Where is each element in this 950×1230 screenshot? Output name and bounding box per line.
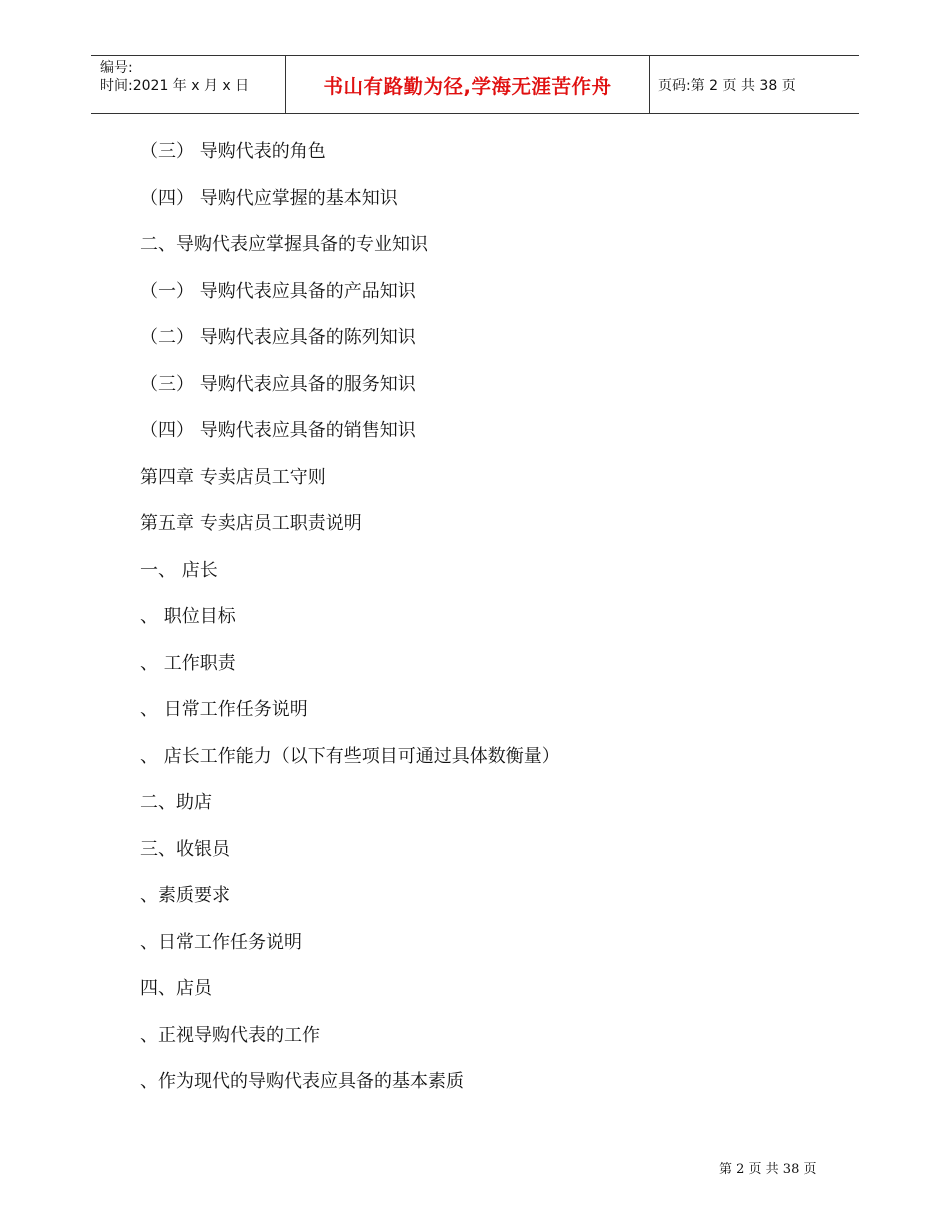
toc-line: 、日常工作任务说明 — [140, 932, 302, 953]
toc-line: 、素质要求 — [140, 885, 230, 906]
page-footer: 第 2 页 共 38 页 — [719, 1162, 817, 1177]
toc-line: 第五章 专卖店员工职责说明 — [140, 513, 362, 534]
toc-line: 三、收银员 — [140, 839, 230, 860]
header-motto: 书山有路勤为径,学海无涯苦作舟 — [286, 56, 650, 113]
toc-line: （二） 导购代表应具备的陈列知识 — [140, 327, 416, 348]
toc-line: 、正视导购代表的工作 — [140, 1025, 320, 1046]
toc-line: 、 店长工作能力（以下有些项目可通过具体数衡量） — [140, 746, 560, 767]
toc-line: （四） 导购代表应具备的销售知识 — [140, 420, 416, 441]
toc-line: 、 工作职责 — [140, 653, 236, 674]
header-page-info: 页码:第 2 页 共 38 页 — [658, 77, 796, 94]
toc-line: 第四章 专卖店员工守则 — [140, 467, 326, 488]
toc-line: （三） 导购代表应具备的服务知识 — [140, 374, 416, 395]
header-meta — [91, 56, 286, 113]
toc-line: 四、店员 — [140, 978, 212, 999]
toc-line: （一） 导购代表应具备的产品知识 — [140, 281, 416, 302]
toc-line: 二、导购代表应掌握具备的专业知识 — [140, 234, 428, 255]
page-header — [91, 55, 859, 114]
toc-line: 、作为现代的导购代表应具备的基本素质 — [140, 1071, 464, 1092]
toc-line: 二、助店 — [140, 792, 212, 813]
toc-line: （三） 导购代表的角色 — [140, 141, 326, 162]
toc-line: 一、 店长 — [140, 560, 218, 581]
header-serial-label: 编号: — [100, 60, 133, 76]
header-date: 时间:2021 年 x 月 x 日 — [100, 78, 250, 94]
toc-line: （四） 导购代应掌握的基本知识 — [140, 188, 398, 209]
toc-line: 、 职位目标 — [140, 606, 236, 627]
toc-line: 、 日常工作任务说明 — [140, 699, 308, 720]
